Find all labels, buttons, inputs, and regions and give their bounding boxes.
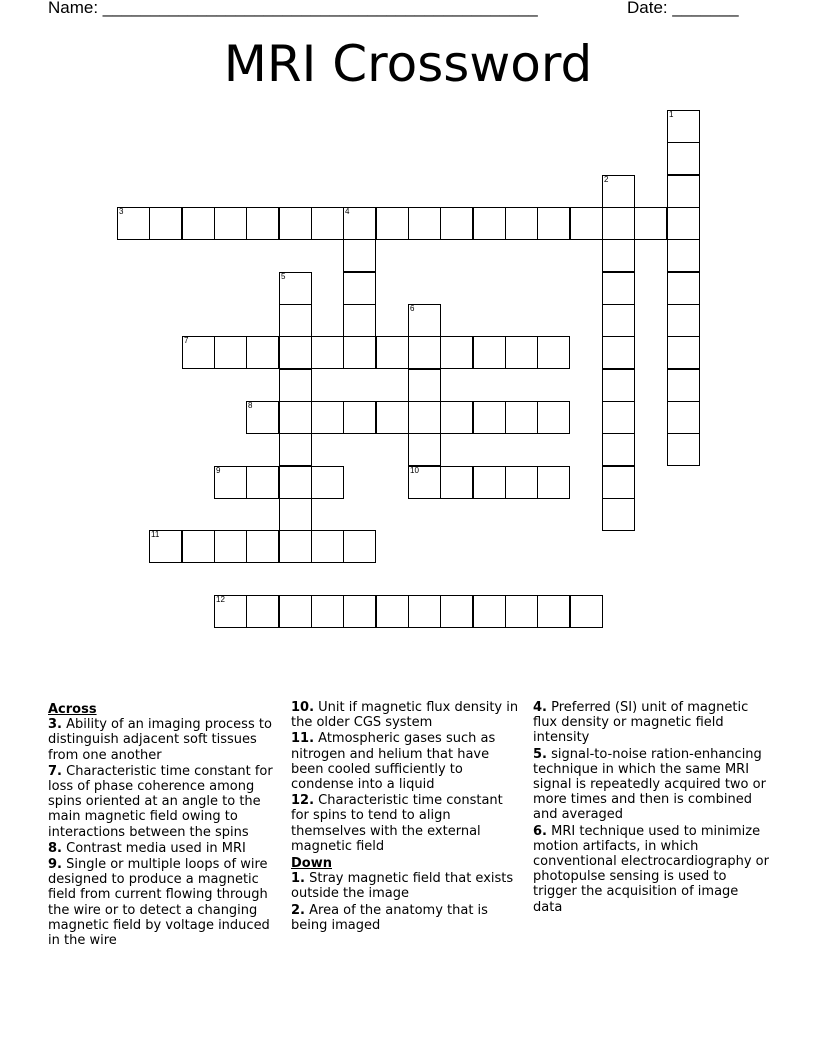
grid-cell[interactable] [408, 304, 441, 337]
grid-cell[interactable] [311, 207, 344, 240]
clue-number: 2 [604, 175, 609, 184]
clue-number: 10 [410, 466, 419, 475]
clues-column-1 [48, 700, 280, 949]
clue-across-8: 8. Contrast media used in MRI [48, 840, 246, 856]
grid-cell[interactable] [214, 207, 247, 240]
grid-cell[interactable] [602, 466, 635, 499]
grid-cell[interactable] [408, 207, 441, 240]
grid-cell[interactable] [602, 207, 635, 240]
grid-cell[interactable] [408, 336, 441, 369]
grid-cell[interactable] [570, 207, 603, 240]
date-field[interactable]: Date: _______ [627, 0, 739, 17]
grid-cell[interactable] [602, 175, 635, 208]
grid-cell[interactable] [408, 433, 441, 466]
grid-cell[interactable] [473, 207, 506, 240]
grid-cell[interactable] [537, 336, 570, 369]
grid-cell[interactable] [376, 336, 409, 369]
grid-cell[interactable] [505, 595, 538, 628]
grid-cell[interactable] [246, 595, 279, 628]
grid-cell[interactable] [570, 595, 603, 628]
grid-cell[interactable] [634, 207, 667, 240]
grid-cell[interactable] [246, 401, 279, 434]
name-field[interactable]: Name: ______________________________________________ [48, 0, 538, 17]
grid-cell[interactable] [537, 207, 570, 240]
grid-cell[interactable] [667, 207, 700, 240]
grid-cell[interactable] [440, 595, 473, 628]
grid-cell[interactable] [279, 401, 312, 434]
clue-down-1: 1. Stray magnetic field that exists outside the image [291, 871, 514, 902]
grid-cell[interactable] [473, 336, 506, 369]
grid-cell[interactable] [602, 336, 635, 369]
grid-cell[interactable] [602, 401, 635, 434]
grid-cell[interactable] [279, 304, 312, 337]
clue-down-5: 5. signal-to-noise ration-enhancing technique in which the same MRI signal is repeatedly acquired two or more times and then is combined and averaged [533, 746, 766, 823]
clue-number: 1 [669, 110, 674, 119]
grid-cell[interactable] [182, 530, 215, 563]
grid-cell[interactable] [505, 466, 538, 499]
clue-number: 3 [119, 207, 124, 216]
grid-cell[interactable] [343, 401, 376, 434]
grid-cell[interactable] [311, 401, 344, 434]
grid-cell[interactable] [246, 466, 279, 499]
clue-number: 5 [281, 272, 286, 281]
grid-cell[interactable] [537, 466, 570, 499]
clue-across-3: 3. Ability of an imaging process to distinguish adjacent soft tissues from one another [48, 717, 272, 763]
clue-down-4: 4. Preferred (SI) unit of magnetic flux density or magnetic field intensity [533, 700, 749, 746]
grid-cell[interactable] [667, 304, 700, 337]
grid-cell[interactable] [473, 401, 506, 434]
grid-cell[interactable] [149, 530, 182, 563]
grid-cell[interactable] [667, 239, 700, 272]
grid-cell[interactable] [376, 595, 409, 628]
grid-cell[interactable] [408, 595, 441, 628]
grid-cell[interactable] [343, 530, 376, 563]
grid-cell[interactable] [279, 466, 312, 499]
grid-cell[interactable] [311, 595, 344, 628]
grid-cell[interactable] [408, 369, 441, 402]
grid-cell[interactable] [602, 433, 635, 466]
clues-column-2 [291, 700, 523, 934]
grid-cell[interactable] [376, 207, 409, 240]
grid-cell[interactable] [667, 401, 700, 434]
grid-cell[interactable] [343, 272, 376, 305]
grid-cell[interactable] [602, 369, 635, 402]
clue-number: 4 [345, 207, 350, 216]
grid-cell[interactable] [473, 466, 506, 499]
grid-cell[interactable] [440, 207, 473, 240]
clue-across-9: 9. Single or multiple loops of wire designed to produce a magnetic field from current flowing through the wire or to detect a changing magnetic field by voltage induced in the wire [48, 857, 270, 949]
grid-cell[interactable] [246, 207, 279, 240]
grid-cell[interactable] [602, 498, 635, 531]
grid-cell[interactable] [279, 207, 312, 240]
grid-cell[interactable] [667, 142, 700, 175]
grid-cell[interactable] [667, 175, 700, 208]
grid-cell[interactable] [440, 336, 473, 369]
grid-cell[interactable] [279, 595, 312, 628]
grid-cell[interactable] [343, 207, 376, 240]
clue-down-2: 2. Area of the anatomy that is being imaged [291, 902, 488, 933]
grid-cell[interactable] [602, 272, 635, 305]
grid-cell[interactable] [343, 304, 376, 337]
grid-cell[interactable] [279, 530, 312, 563]
grid-cell[interactable] [667, 336, 700, 369]
grid-cell[interactable] [376, 401, 409, 434]
grid-cell[interactable] [182, 336, 215, 369]
grid-cell[interactable] [343, 239, 376, 272]
grid-cell[interactable] [537, 595, 570, 628]
grid-cell[interactable] [505, 207, 538, 240]
clue-down-6: 6. MRI technique used to minimize motion artifacts, in which conventional electrocardiography or photopulse sensing is used to trigger the acquisition of image data [533, 823, 769, 915]
grid-cell[interactable] [602, 304, 635, 337]
grid-cell[interactable] [343, 595, 376, 628]
grid-cell[interactable] [311, 336, 344, 369]
grid-cell[interactable] [537, 401, 570, 434]
grid-cell[interactable] [279, 336, 312, 369]
grid-cell[interactable] [279, 272, 312, 305]
grid-cell[interactable] [440, 466, 473, 499]
grid-cell[interactable] [408, 466, 441, 499]
clue-across-12: 12. Characteristic time constant for spins to tend to align themselves with the external magnetic field [291, 793, 503, 854]
grid-cell[interactable] [214, 466, 247, 499]
page-title: MRI Crossword [223, 35, 593, 93]
grid-cell[interactable] [279, 369, 312, 402]
grid-cell[interactable] [182, 207, 215, 240]
grid-cell[interactable] [473, 595, 506, 628]
grid-cell[interactable] [408, 401, 441, 434]
grid-cell[interactable] [440, 401, 473, 434]
clue-number: 9 [216, 466, 221, 475]
grid-cell[interactable] [667, 272, 700, 305]
clue-number: 12 [216, 595, 225, 604]
clue-number: 7 [184, 336, 189, 345]
across-heading: Across [48, 702, 97, 717]
clues-column-3 [533, 700, 771, 916]
down-heading: Down [291, 856, 332, 872]
grid-cell[interactable] [246, 530, 279, 563]
grid-cell[interactable] [214, 530, 247, 563]
grid-cell[interactable] [667, 369, 700, 402]
grid-cell[interactable] [149, 207, 182, 240]
grid-cell[interactable] [311, 466, 344, 499]
clue-number: 6 [410, 304, 415, 313]
clue-across-7: 7. Characteristic time constant for loss of phase coherence among spins oriented at an angle to the main magnetic field owing to interactions between the spins [48, 763, 273, 840]
grid-cell[interactable] [117, 207, 150, 240]
grid-cell[interactable] [505, 336, 538, 369]
clue-number: 11 [151, 530, 160, 539]
clue-across-11: 11. Atmospheric gases such as nitrogen and helium that have been cooled sufficiently to condense into a liquid [291, 731, 496, 793]
clue-number: 8 [248, 401, 253, 410]
grid-cell[interactable] [214, 336, 247, 369]
grid-cell[interactable] [214, 595, 247, 628]
grid-cell[interactable] [602, 239, 635, 272]
grid-cell[interactable] [279, 498, 312, 531]
grid-cell[interactable] [279, 433, 312, 466]
grid-cell[interactable] [246, 336, 279, 369]
grid-cell[interactable] [505, 401, 538, 434]
grid-cell[interactable] [343, 336, 376, 369]
clue-across-10: 10. Unit if magnetic flux density in the older CGS system [291, 700, 519, 731]
grid-cell[interactable] [667, 433, 700, 466]
grid-cell[interactable] [311, 530, 344, 563]
grid-cell[interactable] [667, 110, 700, 143]
